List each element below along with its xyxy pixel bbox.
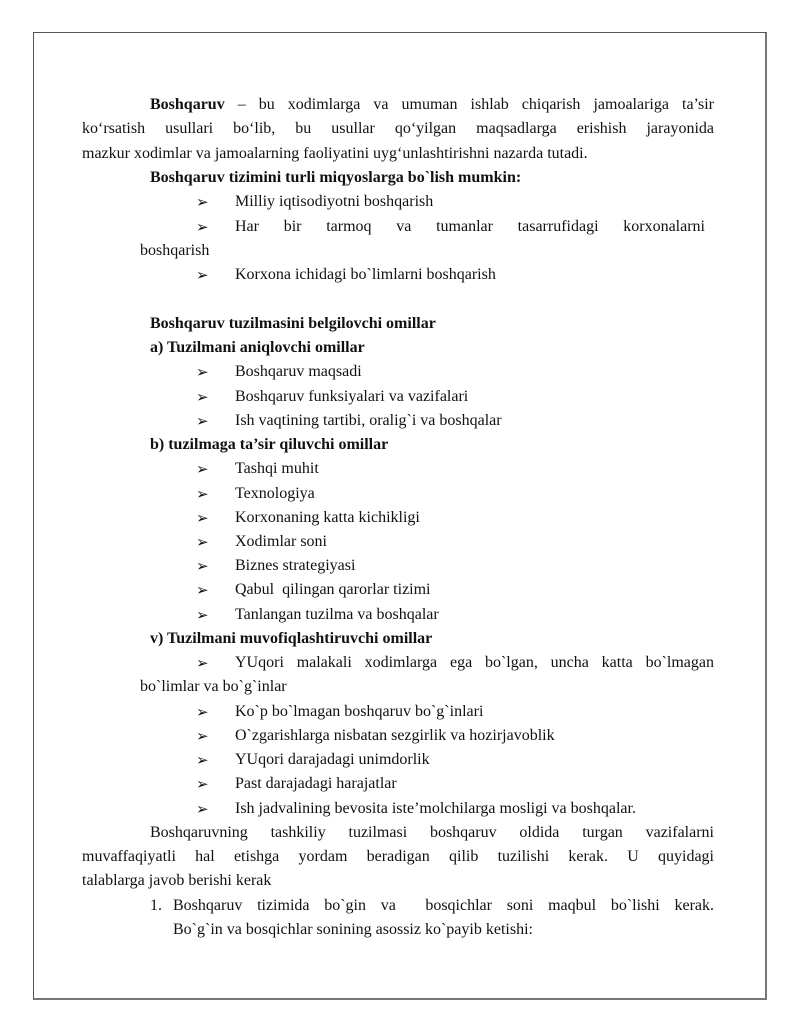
factors-b-item: Tashqi muhit — [235, 460, 319, 477]
arrow-bullet-icon: ➢ — [196, 751, 209, 769]
arrow-bullet-icon: ➢ — [196, 266, 209, 284]
factors-b-item: Qabul qilingan qarorlar tizimi — [235, 581, 431, 598]
factors-b-item: Texnologiya — [235, 485, 315, 502]
arrow-bullet-icon: ➢ — [196, 509, 209, 527]
arrow-bullet-icon: ➢ — [196, 606, 209, 624]
arrow-bullet-icon: ➢ — [196, 218, 209, 236]
arrow-bullet-icon: ➢ — [196, 557, 209, 575]
arrow-bullet-icon: ➢ — [196, 727, 209, 745]
arrow-bullet-icon: ➢ — [196, 485, 209, 503]
factors-v-item: Ish jadvalining bevosita iste’molchilarga mosligi va boshqalar. — [235, 800, 636, 817]
arrow-bullet-icon: ➢ — [196, 581, 209, 599]
factors-v-item: YUqori malakali xodimlarga ega bo`lgan, uncha katta bo`lmagan — [235, 654, 714, 671]
factors-v-item: O`zgarishlarga nisbatan sezgirlik va hozirjavoblik — [235, 727, 555, 744]
factors-b-item: Xodimlar soni — [235, 533, 327, 550]
factors-a-item: Boshqaruv maqsadi — [235, 363, 362, 380]
numbered-item-line-2: Bo`g`in va bosqichlar sonining asossiz ko`payib ketishi: — [173, 921, 533, 938]
arrow-bullet-icon: ➢ — [196, 460, 209, 478]
factors-v-item: YUqori darajadagi unimdorlik — [235, 751, 430, 768]
factors-v-heading: v) Tuzilmani muvofiqlashtiruvchi omillar — [150, 630, 433, 647]
factors-v-item-continuation: bo`limlar va bo`g`inlar — [140, 678, 287, 695]
levels-item-continuation: boshqarish — [140, 242, 210, 259]
arrow-bullet-icon: ➢ — [196, 193, 209, 211]
intro-line-1-rest: – bu xodimlarga va umuman ishlab chiqarish jamoalariga ta’sir — [224, 96, 714, 113]
factors-v-item: Ko`p bo`lmagan boshqaruv bo`g`inlari — [235, 703, 484, 720]
factors-b-item: Tanlangan tuzilma va boshqalar — [235, 606, 439, 623]
factors-v-item: Past darajadagi harajatlar — [235, 775, 397, 792]
levels-item: Milliy iqtisodiyotni boshqarish — [235, 193, 434, 210]
intro-line-1 — [150, 95, 714, 115]
arrow-bullet-icon: ➢ — [196, 654, 209, 672]
requirements-line-2: muvaffaqiyatli hal etishga yordam beradigan qilib tuzilishi kerak. U quyidagi — [82, 848, 714, 865]
intro-term: Boshqaruv — [150, 96, 225, 113]
factors-b-item: Korxonaning katta kichikligi — [235, 509, 420, 526]
requirements-line-1: Boshqaruvning tashkiliy tuzilmasi boshqaruv oldida turgan vazifalarni — [150, 824, 714, 841]
numbered-item-line-1: Boshqaruv tizimida bo`gin va bosqichlar soni maqbul bo`lishi kerak. — [173, 897, 714, 914]
levels-item: Har bir tarmoq va tumanlar tasarrufidagi korxonalarni — [235, 218, 705, 235]
arrow-bullet-icon: ➢ — [196, 533, 209, 551]
factors-a-heading: a) Tuzilmani aniqlovchi omillar — [150, 339, 365, 356]
factors-b-heading: b) tuzilmaga ta’sir qiluvchi omillar — [150, 436, 389, 453]
arrow-bullet-icon: ➢ — [196, 388, 209, 406]
factors-heading: Boshqaruv tuzilmasini belgilovchi omillar — [150, 315, 436, 332]
levels-item: Korxona ichidagi bo`limlarni boshqarish — [235, 266, 496, 283]
factors-a-item: Boshqaruv funksiyalari va vazifalari — [235, 388, 469, 405]
requirements-line-3: talablarga javob berishi kerak — [82, 872, 272, 889]
factors-b-item: Biznes strategiyasi — [235, 557, 356, 574]
arrow-bullet-icon: ➢ — [196, 412, 209, 430]
arrow-bullet-icon: ➢ — [196, 363, 209, 381]
levels-heading: Boshqaruv tizimini turli miqyoslarga bo`lish mumkin: — [150, 169, 522, 186]
intro-line-2: ko‘rsatish usullari bo‘lib, bu usullar qo‘yilgan maqsadlarga erishish jarayonida — [82, 120, 714, 137]
factors-a-item: Ish vaqtining tartibi, oralig`i va boshqalar — [235, 412, 502, 429]
intro-line-3: mazkur xodimlar va jamoalarning faoliyatini uyg‘unlashtirishni nazarda tutadi. — [82, 145, 588, 162]
numbered-item-number: 1. — [150, 897, 162, 914]
arrow-bullet-icon: ➢ — [196, 800, 209, 818]
arrow-bullet-icon: ➢ — [196, 775, 209, 793]
arrow-bullet-icon: ➢ — [196, 703, 209, 721]
